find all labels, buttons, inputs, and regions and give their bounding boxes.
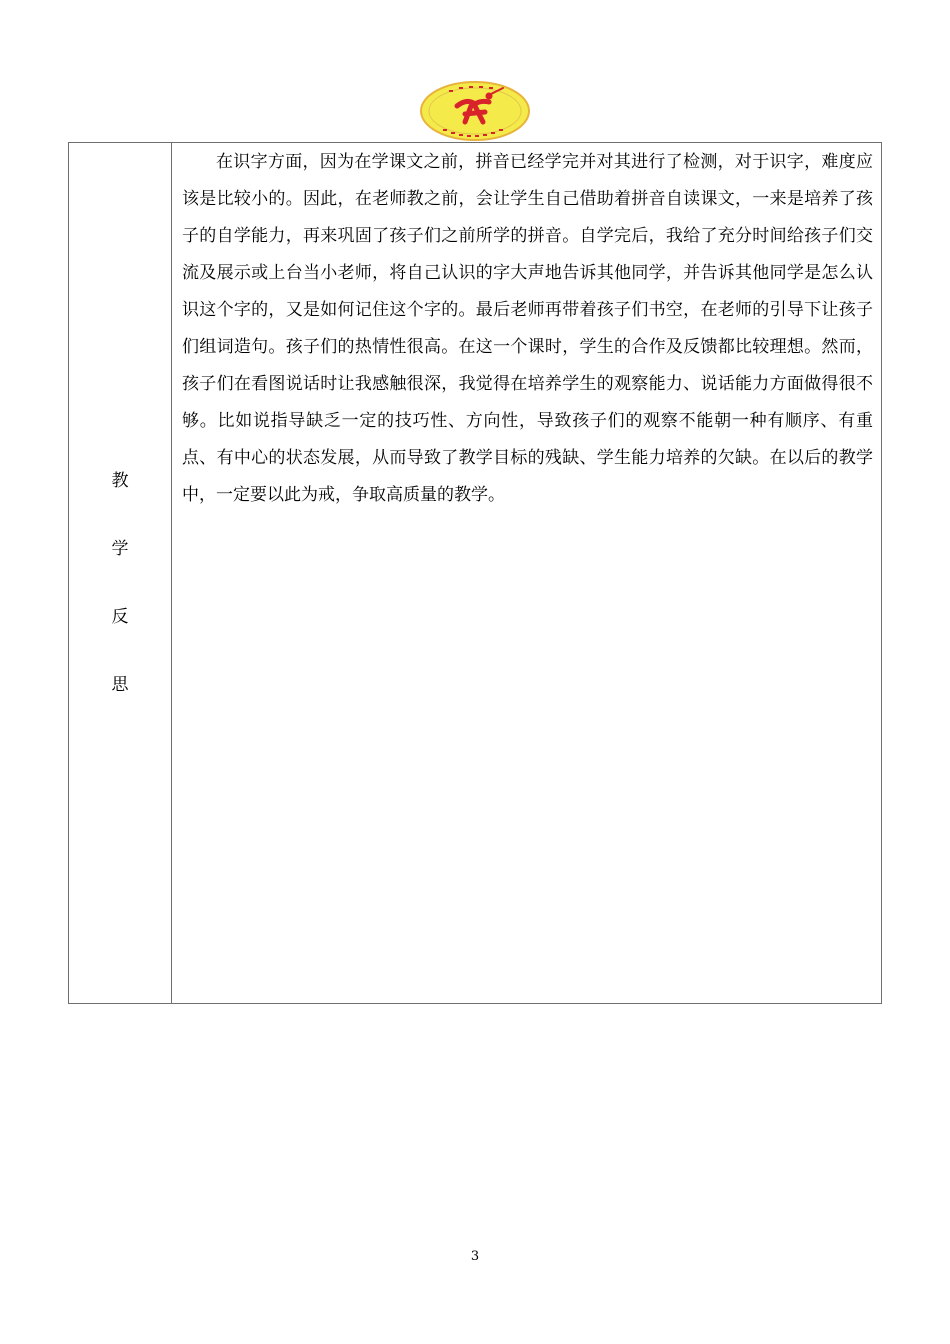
page-number: 3 <box>470 1249 480 1264</box>
label-char: 教 <box>111 471 129 491</box>
label-char: 反 <box>111 607 129 627</box>
label-stack <box>69 467 171 739</box>
label-char: 学 <box>111 539 129 559</box>
label-char: 思 <box>111 675 129 695</box>
label-cell <box>69 143 172 1003</box>
reflection-table <box>68 142 882 1004</box>
school-emblem-logo <box>419 80 531 142</box>
school-emblem-icon <box>419 80 531 142</box>
reflection-paragraph: 在识字方面，因为在学课文之前，拼音已经学完并对其进行了检测，对于识字，难度应该是比较小的。因此，在老师教之前，会让学生自己借助着拼音自读课文，一来是培养了孩子的自学能力，再来巩固了孩子们之前所学的拼音。自学完后，我给了充分时间给孩子们交流及展示或上台当小老师，将自己认识的字大声地告诉其他同学，并告诉其他同学是怎么认识这个字的，又是如何记住这个字的。最后老师再带着孩子们书空，在老师的引导下让孩子们组词造句。孩子们的热情性很高。在这一个课时，学生的合作及反馈都比较理想。然而，孩子们在看图说话时让我感触很深，我觉得在培养学生的观察能力、说话能力方面做得很不够。比如说指导缺乏一定的技巧性、方向性，导致孩子们的观察不能朝一种有顺序、有重点、有中心的状态发展，从而导致了教学目标的残缺、学生能力培养的欠缺。在以后的教学中，一定要以此为戒，争取高质量的教学。 <box>182 152 873 505</box>
content-cell <box>172 143 881 1003</box>
